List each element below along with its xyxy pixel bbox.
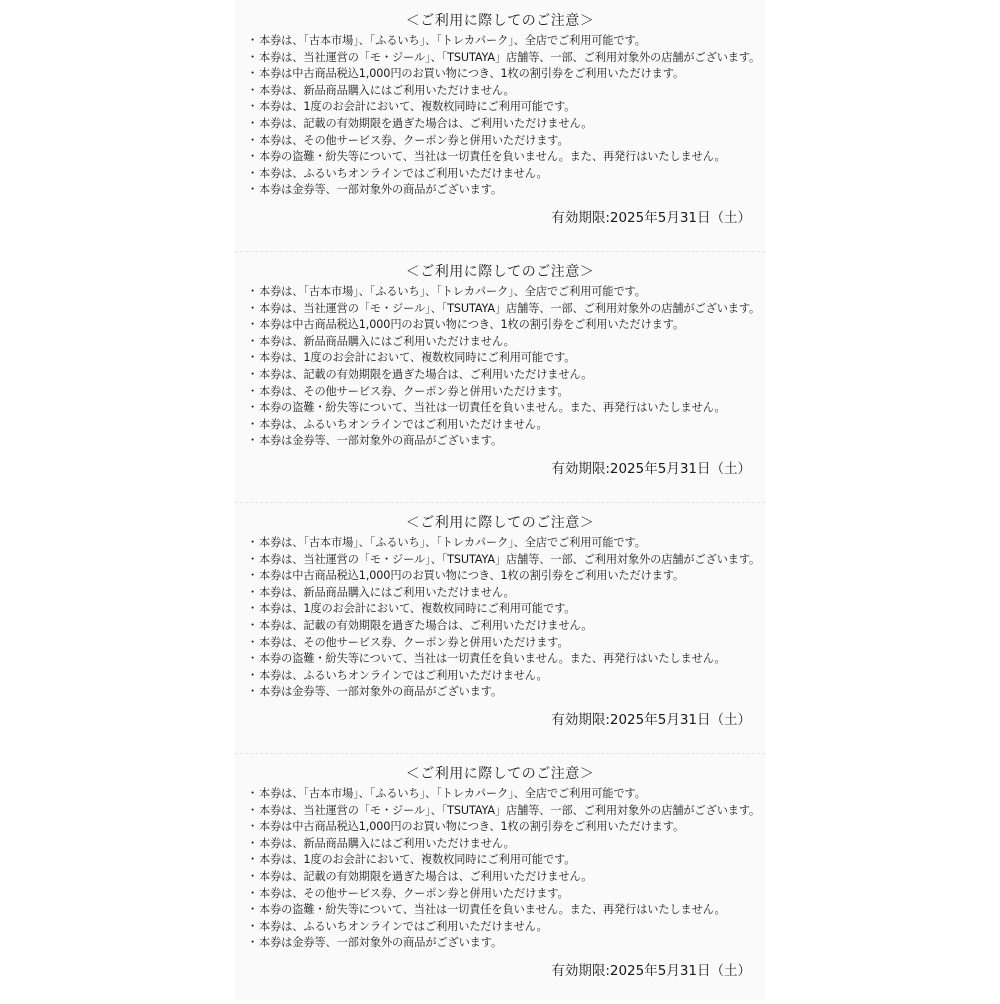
coupon-3 [235, 502, 765, 753]
note-item: ・本券は金券等、一部対象外の商品がございます。 [247, 183, 503, 197]
coupon-heading: ＜ご利用に際してのご注意＞ [405, 13, 595, 29]
coupon-heading: ＜ご利用に際してのご注意＞ [405, 515, 595, 531]
note-item: ・本券は、当社運営の「モ・ジール」、「TSUTAYA」店舗等、一部、ご利用対象外の店舗がございます。 [247, 301, 761, 315]
note-item: ・本券は、「古本市場」、「ふるいち」、「トレカパーク」、全店でご利用可能です。 [247, 34, 646, 47]
expiry-date: 有効期限:2025年5月31日（土） [551, 712, 751, 728]
note-item: ・本券は、1度のお会計において、複数枚同時にご利用可能です。 [247, 853, 576, 867]
coupon-1 [235, 0, 765, 251]
expiry-date: 有効期限:2025年5月31日（土） [551, 461, 751, 477]
note-item: ・本券は、その他サービス券、クーポン券と併用いただけます。 [247, 886, 569, 900]
note-item: ・本券は、ふるいちオンラインではご利用いただけません。 [247, 668, 548, 682]
note-item: ・本券は、ふるいちオンラインではご利用いただけません。 [247, 166, 548, 180]
note-item: ・本券の盗難・紛失等について、当社は一切責任を負いません。また、再発行はいたしません。 [247, 150, 726, 164]
coupon-2 [235, 251, 765, 502]
notes-list [247, 535, 760, 701]
note-item: ・本券は、新品商品購入にはご利用いただけません。 [247, 836, 515, 850]
note-item: ・本券は、ふるいちオンラインではご利用いただけません。 [247, 919, 548, 933]
note-item: ・本券は中古商品税込1,000円のお買い物につき、1枚の割引券をご利用いただけます。 [247, 318, 685, 332]
note-item: ・本券は中古商品税込1,000円のお買い物につき、1枚の割引券をご利用いただけます。 [247, 67, 685, 81]
coupon-4 [235, 753, 765, 1004]
note-item: ・本券は、1度のお会計において、複数枚同時にご利用可能です。 [247, 602, 576, 616]
note-item: ・本券は中古商品税込1,000円のお買い物につき、1枚の割引券をご利用いただけます。 [247, 569, 685, 583]
note-item: ・本券の盗難・紛失等について、当社は一切責任を負いません。また、再発行はいたしません。 [247, 652, 726, 666]
coupon-heading: ＜ご利用に際してのご注意＞ [405, 264, 595, 280]
note-item: ・本券は、記載の有効期限を過ぎた場合は、ご利用いただけません。 [247, 116, 593, 130]
note-item: ・本券は金券等、一部対象外の商品がございます。 [247, 685, 503, 699]
note-item: ・本券は、当社運営の「モ・ジール」、「TSUTAYA」店舗等、一部、ご利用対象外の店舗がございます。 [247, 803, 761, 817]
note-item: ・本券は、その他サービス券、クーポン券と併用いただけます。 [247, 635, 569, 649]
note-item: ・本券は、新品商品購入にはご利用いただけません。 [247, 83, 515, 97]
note-item: ・本券は、ふるいちオンラインではご利用いただけません。 [247, 417, 548, 431]
note-item: ・本券は金券等、一部対象外の商品がございます。 [247, 936, 503, 950]
note-item: ・本券の盗難・紛失等について、当社は一切責任を負いません。また、再発行はいたしません。 [247, 401, 726, 415]
note-item: ・本券は、記載の有効期限を過ぎた場合は、ご利用いただけません。 [247, 618, 593, 632]
note-item: ・本券は、1度のお会計において、複数枚同時にご利用可能です。 [247, 100, 576, 114]
coupon-heading: ＜ご利用に際してのご注意＞ [405, 766, 595, 782]
note-item: ・本券は、その他サービス券、クーポン券と併用いただけます。 [247, 384, 569, 398]
notes-list [247, 33, 760, 199]
note-item: ・本券は、1度のお会計において、複数枚同時にご利用可能です。 [247, 351, 576, 365]
note-item: ・本券は中古商品税込1,000円のお買い物につき、1枚の割引券をご利用いただけます。 [247, 820, 685, 834]
note-item: ・本券は、「古本市場」、「ふるいち」、「トレカパーク」、全店でご利用可能です。 [247, 787, 646, 800]
note-item: ・本券は金券等、一部対象外の商品がございます。 [247, 434, 503, 448]
note-item: ・本券の盗難・紛失等について、当社は一切責任を負いません。また、再発行はいたしません。 [247, 903, 726, 917]
notes-list [247, 786, 760, 952]
note-item: ・本券は、記載の有効期限を過ぎた場合は、ご利用いただけません。 [247, 869, 593, 883]
note-item: ・本券は、「古本市場」、「ふるいち」、「トレカパーク」、全店でご利用可能です。 [247, 285, 646, 298]
note-item: ・本券は、記載の有効期限を過ぎた場合は、ご利用いただけません。 [247, 367, 593, 381]
note-item: ・本券は、「古本市場」、「ふるいち」、「トレカパーク」、全店でご利用可能です。 [247, 536, 646, 549]
note-item: ・本券は、当社運営の「モ・ジール」、「TSUTAYA」店舗等、一部、ご利用対象外の店舗がございます。 [247, 552, 761, 566]
note-item: ・本券は、その他サービス券、クーポン券と併用いただけます。 [247, 133, 569, 147]
expiry-date: 有効期限:2025年5月31日（土） [551, 963, 751, 979]
note-item: ・本券は、新品商品購入にはご利用いただけません。 [247, 334, 515, 348]
note-item: ・本券は、新品商品購入にはご利用いただけません。 [247, 585, 515, 599]
notes-list [247, 284, 760, 450]
expiry-date: 有効期限:2025年5月31日（土） [551, 210, 751, 226]
coupon-sheet [235, 0, 765, 1000]
note-item: ・本券は、当社運営の「モ・ジール」、「TSUTAYA」店舗等、一部、ご利用対象外の店舗がございます。 [247, 50, 761, 64]
